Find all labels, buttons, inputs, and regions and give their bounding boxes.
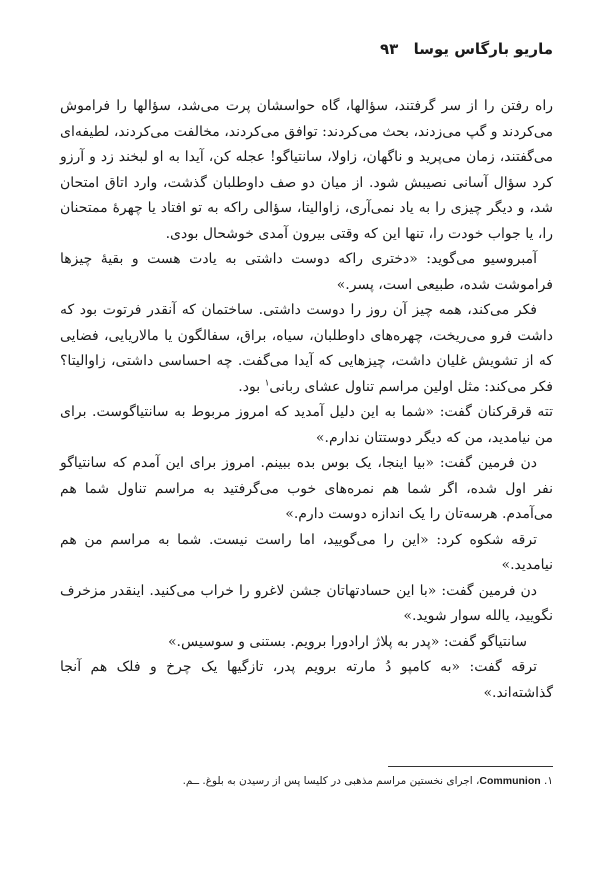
footnote-divider	[388, 766, 553, 767]
paragraph: سانتیاگو گفت: «پدر به پلاژ ارادورا برویم. بستنی و سوسیس.»	[167, 633, 527, 650]
footnote-marker: ۱	[264, 377, 270, 388]
paragraph: آمبروسیو می‌گوید: «دختری راکه دوست داشتی به یادت هست و بقیهٔ چیزها فراموشت شده، طبیعی است، پسر.»	[60, 251, 553, 293]
running-title: ماریو بارگاس یوسا	[413, 40, 553, 58]
running-header	[60, 40, 553, 58]
footnote-term: Communion	[479, 775, 541, 787]
main-text	[60, 94, 553, 706]
footnote-number: ۱.	[544, 775, 553, 787]
paragraph: دن فرمین گفت: «با این حسادتهاتان جشن لاغرو را خراب می‌کنید. اینقدر مزخرف نگویید، یالله سوار شوید.»	[60, 582, 553, 624]
paragraph: راه رفتن را از سر گرفتند، سؤالها، گاه حواسشان پرت می‌شد، سؤالها را فراموش می‌کردند و گپ می‌زدند، بحث می‌کردند: توافق می‌کردند، مخالفت می‌کردند، لطیفه‌ای می‌گفتند، زمان می‌پرید و ناگهان، زاولا، سانتیاگو! عجله کن، آیدا به او لبخند زد و آرزو کرد سؤال آسانی نصیبش شود. از میان دو صف داوطلبان گذشت، وارد اتاق امتحان شد، و دیگر چیزی را به یاد نمی‌آری، زاوالیتا، سؤالی راکه به تو افتاد یا چهرهٔ ممتحنان را، یا جواب خودت را، تنها این که وقتی بیرون آمدی خوشحال بودی.	[60, 98, 553, 242]
paragraph: دن فرمین گفت: «بیا اینجا، یک بوس بده ببینم. امروز برای این آمدم که سانتیاگو نفر اول شده، اگر شما هم نمره‌های خوب می‌گرفتید به مراسم تناول شما هم می‌آمدم. هرسه‌تان را یک اندازه دوست دارم.»	[60, 455, 553, 522]
paragraph: ترقه گفت: «به کامپو دُ مارته برویم پدر، تازگیها یک چرخ و فلک هم آنجا گذاشته‌اند.»	[60, 659, 553, 701]
paragraph-tail: بود.	[238, 378, 265, 395]
paragraph: ترقه شکوه کرد: «این را می‌گویید، اما راست نیست. شما به مراسم من هم نیامدید.»	[60, 531, 553, 573]
paragraph: تته قرقرکنان گفت: «شما به این دلیل آمدید که امروز مربوط به سانتیاگوست. برای من نیامدید، من که دیگر دوستتان ندارم.»	[60, 404, 553, 446]
paragraph-text: فکر می‌کند، همه چیز آن روز را دوست داشتی. ساختمان که آنقدر فرتوت بود که داشت فرو می‌ریخت، چهره‌های داوطلبان، سیاه، براق، سفالگون یا مالاریایی، فضایی که از تشویش غلیان داشت، چیزهایی که آیدا می‌گفت. چه احساسی داشتی، زاوالیتا؟ فکر می‌کند: مثل اولین مراسم تناول عشای ربانی	[60, 302, 553, 395]
paragraph	[60, 298, 553, 400]
footnote-text: ، اجرای نخستین مراسم مذهبی در کلیسا پس از رسیدن به بلوغ. ــم.	[182, 775, 480, 787]
footnote	[60, 775, 553, 787]
page-number: ۹۳	[380, 40, 399, 58]
